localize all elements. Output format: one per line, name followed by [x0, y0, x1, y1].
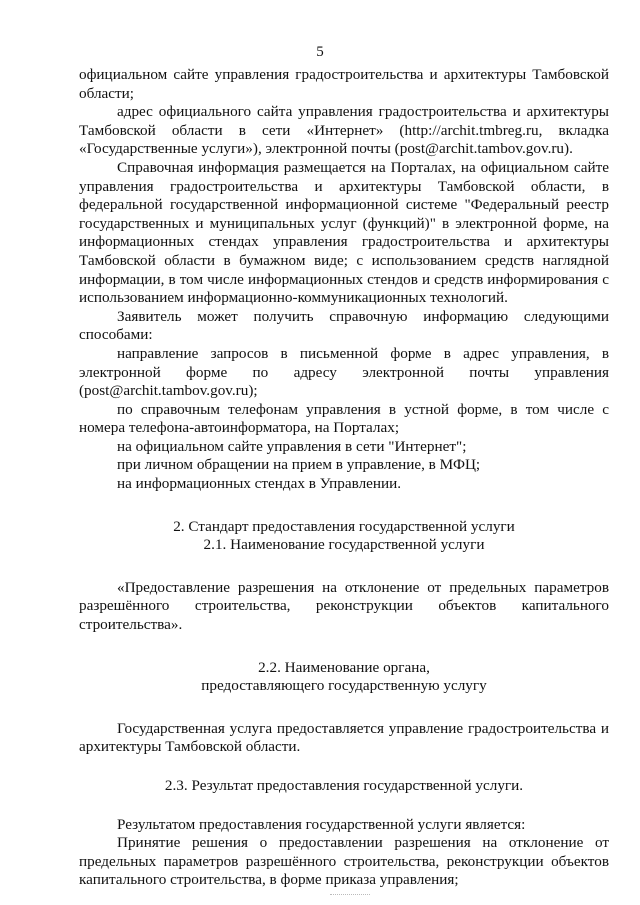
paragraph-info-stands: на информационных стендах в Управлении.	[117, 475, 402, 493]
paragraph-reference-info: Справочная информация размещается на Порталах, на официальном сайте управления градостроительства и архитектуры Тамбовской области, в федеральной государственной информационной системе "Федеральный реестр государственных и муниципальных услуг (функций)" в электронной форме, на информационных стендах управления градостроительства и архитектуры Тамбовской области в бумажном виде; с использованием средств наглядной информации, в том числе информационных стендов и средств информирования с использованием информационно-коммуникационных технологий.	[79, 158, 609, 307]
paragraph-result-decision: Принятие решения о предоставлении разрешения на отклонение от предельных параметров разрешённого строительства, реконструкции объектов капитального строительства, в форме приказа управления;	[79, 834, 609, 889]
paragraph-phone-info: по справочным телефонам управления в устной форме, в том числе с номера телефона-автоинформатора, на Порталах;	[79, 400, 609, 437]
paragraph-applicant-methods: Заявитель может получить справочную информацию следующими способами:	[79, 307, 609, 344]
paragraph-result-intro: Результатом предоставления государственной услуги является:	[117, 815, 526, 833]
paragraph-written-requests: направление запросов в письменной форме в адрес управления, в электронной форме по адресу электронной почты управления (post@archit.tambov.gov.ru);	[79, 344, 609, 400]
section-heading-2-1: 2.1. Наименование государственной услуги	[203, 536, 485, 554]
paragraph-site-address: адрес официального сайта управления градостроительства и архитектуры Тамбовской области в сети «Интернет» (http://archit.tmbreg.ru, вкладка «Государственные услуги»), электронной почты (post@archit.tambov.gov.ru).	[79, 103, 609, 158]
paragraph-service-provider: Государственная услуга предоставляется управление градостроительства и архитектуры Тамбовской области.	[79, 719, 609, 756]
scan-artifact-mark	[330, 894, 370, 899]
paragraph-service-name: «Предоставление разрешения на отклонение от предельных параметров разрешённого строительства, реконструкции объектов капитального строительства».	[79, 578, 609, 634]
paragraph-personal-visit: при личном обращении на прием в управление, в МФЦ;	[117, 456, 481, 474]
section-heading-2: 2. Стандарт предоставления государственной услуги	[173, 517, 515, 535]
document-body	[79, 66, 609, 890]
section-heading-2-3: 2.3. Результат предоставления государственной услуги.	[164, 777, 524, 794]
paragraph-official-site: официальном сайте управления градостроительства и архитектуры Тамбовской области;	[79, 66, 609, 102]
section-heading-2-2-line2: предоставляющего государственную услугу	[201, 677, 487, 695]
paragraph-official-site-internet: на официальном сайте управления в сети "Интернет";	[117, 437, 467, 455]
page-number: 5	[316, 44, 324, 60]
section-heading-2-2-line1: 2.2. Наименование органа,	[258, 658, 430, 676]
